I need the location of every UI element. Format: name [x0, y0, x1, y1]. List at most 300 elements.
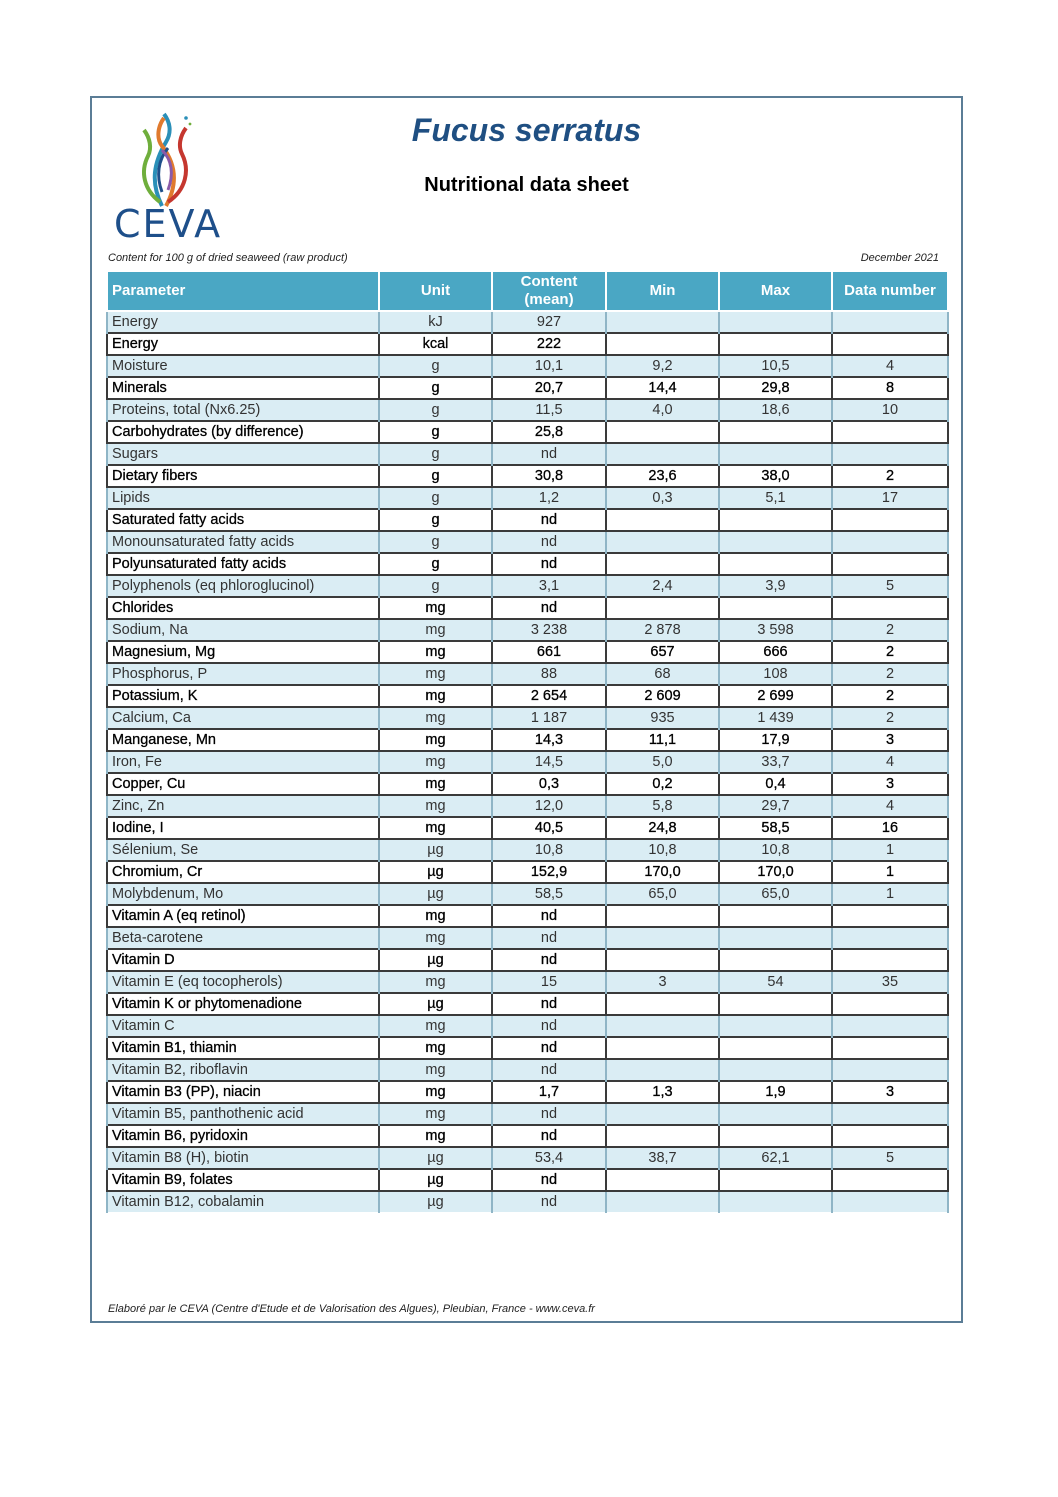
- table-cell-min: 2,4: [606, 575, 719, 597]
- table-row: [107, 619, 948, 641]
- table-cell-unit: g: [379, 509, 492, 531]
- table-cell-unit: g: [379, 465, 492, 487]
- table-row: [107, 839, 948, 861]
- table-cell-unit: mg: [379, 971, 492, 993]
- table-cell-parameter: Sélenium, Se: [107, 839, 379, 861]
- table-cell-data-number: [832, 1015, 948, 1037]
- table-row: [107, 729, 948, 751]
- header-col-max: Max: [719, 271, 832, 311]
- table-row: [107, 663, 948, 685]
- table-cell-parameter: Monounsaturated fatty acids: [107, 531, 379, 553]
- table-cell-min: 38,7: [606, 1147, 719, 1169]
- footer-credit: Elaboré par le CEVA (Centre d'Etude et de Valorisation des Algues), Pleubian, France - www.ceva.fr: [108, 1303, 595, 1315]
- table-row: [107, 949, 948, 971]
- table-cell-min: [606, 421, 719, 443]
- table-row: [107, 355, 948, 377]
- table-cell-content: 2 654: [492, 685, 606, 707]
- table-cell-max: 10,8: [719, 839, 832, 861]
- table-row: [107, 443, 948, 465]
- table-cell-max: 666: [719, 641, 832, 663]
- table-cell-min: [606, 927, 719, 949]
- table-cell-data-number: [832, 509, 948, 531]
- table-cell-min: 170,0: [606, 861, 719, 883]
- table-cell-unit: mg: [379, 905, 492, 927]
- table-cell-min: [606, 1191, 719, 1213]
- table-cell-content: nd: [492, 1103, 606, 1125]
- table-cell-content: nd: [492, 1059, 606, 1081]
- table-cell-max: 3 598: [719, 619, 832, 641]
- table-cell-parameter: Vitamin B9, folates: [107, 1169, 379, 1191]
- table-cell-min: 24,8: [606, 817, 719, 839]
- table-cell-min: 2 609: [606, 685, 719, 707]
- table-cell-unit: µg: [379, 949, 492, 971]
- table-row: [107, 1169, 948, 1191]
- table-cell-max: [719, 443, 832, 465]
- table-cell-max: 54: [719, 971, 832, 993]
- table-cell-max: 5,1: [719, 487, 832, 509]
- table-cell-content: nd: [492, 597, 606, 619]
- table-cell-min: [606, 905, 719, 927]
- table-cell-max: [719, 421, 832, 443]
- table-row: [107, 311, 948, 333]
- table-cell-unit: g: [379, 355, 492, 377]
- table-cell-parameter: Vitamin D: [107, 949, 379, 971]
- table-cell-unit: mg: [379, 641, 492, 663]
- table-cell-max: [719, 553, 832, 575]
- table-cell-content: 661: [492, 641, 606, 663]
- table-cell-data-number: 2: [832, 685, 948, 707]
- table-row: [107, 553, 948, 575]
- table-cell-parameter: Molybdenum, Mo: [107, 883, 379, 905]
- table-cell-unit: mg: [379, 751, 492, 773]
- table-cell-content: 53,4: [492, 1147, 606, 1169]
- table-cell-data-number: 4: [832, 795, 948, 817]
- table-cell-min: [606, 1103, 719, 1125]
- table-cell-data-number: 2: [832, 707, 948, 729]
- table-row: [107, 1081, 948, 1103]
- table-cell-min: 68: [606, 663, 719, 685]
- table-cell-parameter: Vitamin C: [107, 1015, 379, 1037]
- table-cell-min: 657: [606, 641, 719, 663]
- page-title: Fucus serratus: [411, 112, 642, 148]
- table-row: [107, 685, 948, 707]
- table-cell-content: 927: [492, 311, 606, 333]
- table-cell-min: 4,0: [606, 399, 719, 421]
- table-row: [107, 927, 948, 949]
- table-cell-parameter: Sugars: [107, 443, 379, 465]
- header-col-data-number: Data number: [832, 271, 948, 311]
- table-cell-min: 3: [606, 971, 719, 993]
- table-cell-parameter: Energy: [107, 311, 379, 333]
- logo-text: CEVA: [114, 202, 223, 246]
- table-cell-data-number: [832, 1169, 948, 1191]
- table-cell-data-number: [832, 1103, 948, 1125]
- table-cell-data-number: 35: [832, 971, 948, 993]
- table-cell-data-number: 2: [832, 663, 948, 685]
- table-cell-unit: µg: [379, 1147, 492, 1169]
- table-cell-content: nd: [492, 1191, 606, 1213]
- table-cell-max: 3,9: [719, 575, 832, 597]
- table-cell-max: [719, 531, 832, 553]
- table-cell-content: nd: [492, 443, 606, 465]
- table-cell-parameter: Vitamin K or phytomenadione: [107, 993, 379, 1015]
- table-cell-content: 3 238: [492, 619, 606, 641]
- table-cell-max: [719, 1169, 832, 1191]
- table-cell-max: 1 439: [719, 707, 832, 729]
- table-row: [107, 1191, 948, 1213]
- table-cell-min: 11,1: [606, 729, 719, 751]
- table-cell-unit: mg: [379, 597, 492, 619]
- table-row: [107, 707, 948, 729]
- table-cell-data-number: [832, 531, 948, 553]
- table-cell-data-number: 2: [832, 641, 948, 663]
- table-row: [107, 531, 948, 553]
- table-cell-unit: mg: [379, 795, 492, 817]
- table-cell-min: 65,0: [606, 883, 719, 905]
- table-cell-parameter: Zinc, Zn: [107, 795, 379, 817]
- table-cell-data-number: 3: [832, 729, 948, 751]
- table-cell-parameter: Vitamin A (eq retinol): [107, 905, 379, 927]
- table-cell-data-number: 2: [832, 619, 948, 641]
- table-cell-max: [719, 1103, 832, 1125]
- table-cell-max: [719, 927, 832, 949]
- header-col-min: Min: [606, 271, 719, 311]
- table-cell-unit: µg: [379, 1169, 492, 1191]
- table-header-row: [107, 271, 948, 311]
- table-cell-content: 15: [492, 971, 606, 993]
- table-cell-max: [719, 1037, 832, 1059]
- table-cell-content: nd: [492, 1037, 606, 1059]
- table-cell-unit: g: [379, 443, 492, 465]
- table-cell-max: 18,6: [719, 399, 832, 421]
- table-cell-parameter: Vitamin B12, cobalamin: [107, 1191, 379, 1213]
- table-cell-content: 11,5: [492, 399, 606, 421]
- table-cell-min: 23,6: [606, 465, 719, 487]
- table-cell-parameter: Magnesium, Mg: [107, 641, 379, 663]
- table-cell-parameter: Iron, Fe: [107, 751, 379, 773]
- table-row: [107, 1103, 948, 1125]
- table-cell-parameter: Phosphorus, P: [107, 663, 379, 685]
- table-cell-min: [606, 1037, 719, 1059]
- table-cell-unit: mg: [379, 729, 492, 751]
- table-cell-content: 14,3: [492, 729, 606, 751]
- table-cell-content: nd: [492, 553, 606, 575]
- table-cell-min: 935: [606, 707, 719, 729]
- table-cell-max: [719, 1191, 832, 1213]
- table-cell-parameter: Vitamin B8 (H), biotin: [107, 1147, 379, 1169]
- table-cell-min: [606, 311, 719, 333]
- table-cell-unit: µg: [379, 861, 492, 883]
- table-cell-parameter: Iodine, I: [107, 817, 379, 839]
- table-cell-data-number: 10: [832, 399, 948, 421]
- table-row: [107, 883, 948, 905]
- table-cell-unit: µg: [379, 883, 492, 905]
- table-cell-data-number: [832, 311, 948, 333]
- table-cell-content: 10,8: [492, 839, 606, 861]
- table-cell-parameter: Proteins, total (Nx6.25): [107, 399, 379, 421]
- table-cell-content: 10,1: [492, 355, 606, 377]
- table-cell-min: [606, 531, 719, 553]
- table-cell-unit: mg: [379, 707, 492, 729]
- header-col-parameter: Parameter: [107, 271, 379, 311]
- table-cell-unit: g: [379, 531, 492, 553]
- table-row: [107, 1125, 948, 1147]
- table-cell-content: 1 187: [492, 707, 606, 729]
- data-sheet: [90, 96, 963, 1323]
- table-cell-data-number: [832, 1059, 948, 1081]
- table-cell-parameter: Potassium, K: [107, 685, 379, 707]
- table-cell-max: [719, 905, 832, 927]
- table-cell-max: 170,0: [719, 861, 832, 883]
- table-row: [107, 399, 948, 421]
- table-cell-unit: g: [379, 377, 492, 399]
- table-cell-parameter: Saturated fatty acids: [107, 509, 379, 531]
- table-cell-max: [719, 1015, 832, 1037]
- table-cell-data-number: 5: [832, 575, 948, 597]
- table-cell-parameter: Polyphenols (eq phloroglucinol): [107, 575, 379, 597]
- table-cell-content: 1,2: [492, 487, 606, 509]
- table-cell-content: nd: [492, 905, 606, 927]
- header-col-unit: Unit: [379, 271, 492, 311]
- table-cell-max: 33,7: [719, 751, 832, 773]
- table-row: [107, 795, 948, 817]
- table-cell-content: 30,8: [492, 465, 606, 487]
- table-cell-data-number: [832, 905, 948, 927]
- table-cell-content: nd: [492, 1169, 606, 1191]
- table-cell-data-number: 8: [832, 377, 948, 399]
- table-row: [107, 817, 948, 839]
- table-cell-unit: mg: [379, 663, 492, 685]
- table-cell-data-number: [832, 927, 948, 949]
- table-cell-parameter: Vitamin B5, panthothenic acid: [107, 1103, 379, 1125]
- table-row: [107, 1037, 948, 1059]
- table-cell-unit: mg: [379, 1103, 492, 1125]
- table-cell-parameter: Dietary fibers: [107, 465, 379, 487]
- table-cell-data-number: 17: [832, 487, 948, 509]
- table-row: [107, 377, 948, 399]
- table-cell-parameter: Lipids: [107, 487, 379, 509]
- table-cell-unit: µg: [379, 1191, 492, 1213]
- table-cell-min: [606, 1169, 719, 1191]
- table-cell-min: [606, 993, 719, 1015]
- table-cell-content: 20,7: [492, 377, 606, 399]
- table-cell-min: 5,8: [606, 795, 719, 817]
- table-cell-max: 10,5: [719, 355, 832, 377]
- table-cell-unit: mg: [379, 685, 492, 707]
- table-cell-max: 62,1: [719, 1147, 832, 1169]
- table-cell-max: [719, 597, 832, 619]
- page-subtitle: Nutritional data sheet: [424, 174, 629, 196]
- table-cell-unit: g: [379, 487, 492, 509]
- table-cell-min: [606, 597, 719, 619]
- table-cell-data-number: 4: [832, 355, 948, 377]
- table-cell-content: nd: [492, 927, 606, 949]
- table-cell-data-number: 5: [832, 1147, 948, 1169]
- table-cell-max: [719, 509, 832, 531]
- table-cell-max: [719, 1125, 832, 1147]
- table-cell-content: 152,9: [492, 861, 606, 883]
- table-cell-min: 10,8: [606, 839, 719, 861]
- table-cell-parameter: Carbohydrates (by difference): [107, 421, 379, 443]
- table-cell-parameter: Minerals: [107, 377, 379, 399]
- table-cell-data-number: [832, 597, 948, 619]
- table-row: [107, 773, 948, 795]
- table-cell-data-number: [832, 1125, 948, 1147]
- header-col-content: Content (mean): [492, 271, 606, 311]
- table-cell-min: [606, 443, 719, 465]
- table-cell-max: 0,4: [719, 773, 832, 795]
- table-cell-unit: mg: [379, 1015, 492, 1037]
- table-cell-content: nd: [492, 993, 606, 1015]
- table-cell-unit: µg: [379, 839, 492, 861]
- table-cell-unit: kJ: [379, 311, 492, 333]
- table-row: [107, 509, 948, 531]
- table-cell-max: 2 699: [719, 685, 832, 707]
- table-row: [107, 861, 948, 883]
- table-cell-content: 1,7: [492, 1081, 606, 1103]
- table-row: [107, 641, 948, 663]
- table-cell-max: 108: [719, 663, 832, 685]
- table-cell-content: 88: [492, 663, 606, 685]
- table-cell-content: nd: [492, 1125, 606, 1147]
- table-cell-min: 0,3: [606, 487, 719, 509]
- table-cell-unit: mg: [379, 927, 492, 949]
- table-cell-max: 65,0: [719, 883, 832, 905]
- table-cell-data-number: [832, 1037, 948, 1059]
- table-row: [107, 1015, 948, 1037]
- table-cell-min: [606, 1125, 719, 1147]
- table-cell-data-number: [832, 443, 948, 465]
- table-cell-min: [606, 553, 719, 575]
- table-cell-max: [719, 993, 832, 1015]
- table-cell-max: 1,9: [719, 1081, 832, 1103]
- table-row: [107, 333, 948, 355]
- table-cell-content: nd: [492, 509, 606, 531]
- table-cell-unit: g: [379, 553, 492, 575]
- table-cell-data-number: [832, 1191, 948, 1213]
- table-cell-parameter: Calcium, Ca: [107, 707, 379, 729]
- table-cell-min: [606, 1015, 719, 1037]
- table-cell-min: 0,2: [606, 773, 719, 795]
- table-cell-parameter: Energy: [107, 333, 379, 355]
- table-cell-unit: mg: [379, 773, 492, 795]
- table-row: [107, 905, 948, 927]
- table-cell-data-number: 1: [832, 883, 948, 905]
- table-cell-max: [719, 311, 832, 333]
- table-cell-unit: kcal: [379, 333, 492, 355]
- table-cell-unit: mg: [379, 1037, 492, 1059]
- table-cell-min: 14,4: [606, 377, 719, 399]
- table-cell-parameter: Vitamin B2, riboflavin: [107, 1059, 379, 1081]
- table-cell-max: [719, 949, 832, 971]
- table-cell-unit: mg: [379, 1081, 492, 1103]
- table-cell-max: 38,0: [719, 465, 832, 487]
- table-cell-parameter: Vitamin B1, thiamin: [107, 1037, 379, 1059]
- table-cell-content: 0,3: [492, 773, 606, 795]
- table-cell-data-number: [832, 553, 948, 575]
- table-row: [107, 575, 948, 597]
- table-cell-content: 14,5: [492, 751, 606, 773]
- nutrition-table: [106, 270, 949, 1213]
- table-cell-data-number: [832, 421, 948, 443]
- table-cell-unit: mg: [379, 1059, 492, 1081]
- table-cell-data-number: 4: [832, 751, 948, 773]
- table-cell-parameter: Moisture: [107, 355, 379, 377]
- table-cell-max: [719, 1059, 832, 1081]
- table-cell-content: nd: [492, 949, 606, 971]
- table-cell-unit: mg: [379, 619, 492, 641]
- table-cell-data-number: [832, 333, 948, 355]
- table-cell-unit: mg: [379, 817, 492, 839]
- table-cell-min: [606, 949, 719, 971]
- table-cell-data-number: 2: [832, 465, 948, 487]
- table-row: [107, 971, 948, 993]
- table-cell-max: 29,7: [719, 795, 832, 817]
- table-cell-max: 58,5: [719, 817, 832, 839]
- table-row: [107, 465, 948, 487]
- table-row: [107, 487, 948, 509]
- table-cell-content: 222: [492, 333, 606, 355]
- table-cell-data-number: 3: [832, 1081, 948, 1103]
- table-row: [107, 597, 948, 619]
- table-cell-content: 58,5: [492, 883, 606, 905]
- table-row: [107, 1147, 948, 1169]
- table-cell-unit: g: [379, 575, 492, 597]
- table-cell-min: [606, 1059, 719, 1081]
- table-cell-content: 3,1: [492, 575, 606, 597]
- table-cell-data-number: 16: [832, 817, 948, 839]
- table-cell-unit: g: [379, 399, 492, 421]
- table-cell-parameter: Chromium, Cr: [107, 861, 379, 883]
- table-cell-min: 9,2: [606, 355, 719, 377]
- table-cell-parameter: Vitamin B3 (PP), niacin: [107, 1081, 379, 1103]
- table-cell-min: 5,0: [606, 751, 719, 773]
- table-cell-data-number: 1: [832, 861, 948, 883]
- table-cell-max: 29,8: [719, 377, 832, 399]
- date-note: December 2021: [860, 252, 939, 264]
- table-row: [107, 1059, 948, 1081]
- table-cell-data-number: [832, 949, 948, 971]
- table-row: [107, 993, 948, 1015]
- table-cell-content: nd: [492, 531, 606, 553]
- table-cell-unit: µg: [379, 993, 492, 1015]
- table-cell-parameter: Vitamin B6, pyridoxin: [107, 1125, 379, 1147]
- table-cell-data-number: 3: [832, 773, 948, 795]
- table-cell-unit: g: [379, 421, 492, 443]
- table-cell-parameter: Copper, Cu: [107, 773, 379, 795]
- table-cell-max: [719, 333, 832, 355]
- table-cell-min: [606, 333, 719, 355]
- table-cell-parameter: Vitamin E (eq tocopherols): [107, 971, 379, 993]
- table-cell-content: 40,5: [492, 817, 606, 839]
- table-cell-parameter: Chlorides: [107, 597, 379, 619]
- table-cell-content: 25,8: [492, 421, 606, 443]
- table-cell-max: 17,9: [719, 729, 832, 751]
- table-row: [107, 421, 948, 443]
- table-cell-unit: mg: [379, 1125, 492, 1147]
- content-note: Content for 100 g of dried seaweed (raw product): [108, 252, 348, 264]
- table-cell-content: 12,0: [492, 795, 606, 817]
- table-cell-parameter: Polyunsaturated fatty acids: [107, 553, 379, 575]
- table-row: [107, 751, 948, 773]
- table-cell-data-number: 1: [832, 839, 948, 861]
- table-cell-min: [606, 509, 719, 531]
- table-cell-data-number: [832, 993, 948, 1015]
- table-cell-parameter: Sodium, Na: [107, 619, 379, 641]
- table-cell-parameter: Manganese, Mn: [107, 729, 379, 751]
- table-cell-min: 1,3: [606, 1081, 719, 1103]
- table-cell-min: 2 878: [606, 619, 719, 641]
